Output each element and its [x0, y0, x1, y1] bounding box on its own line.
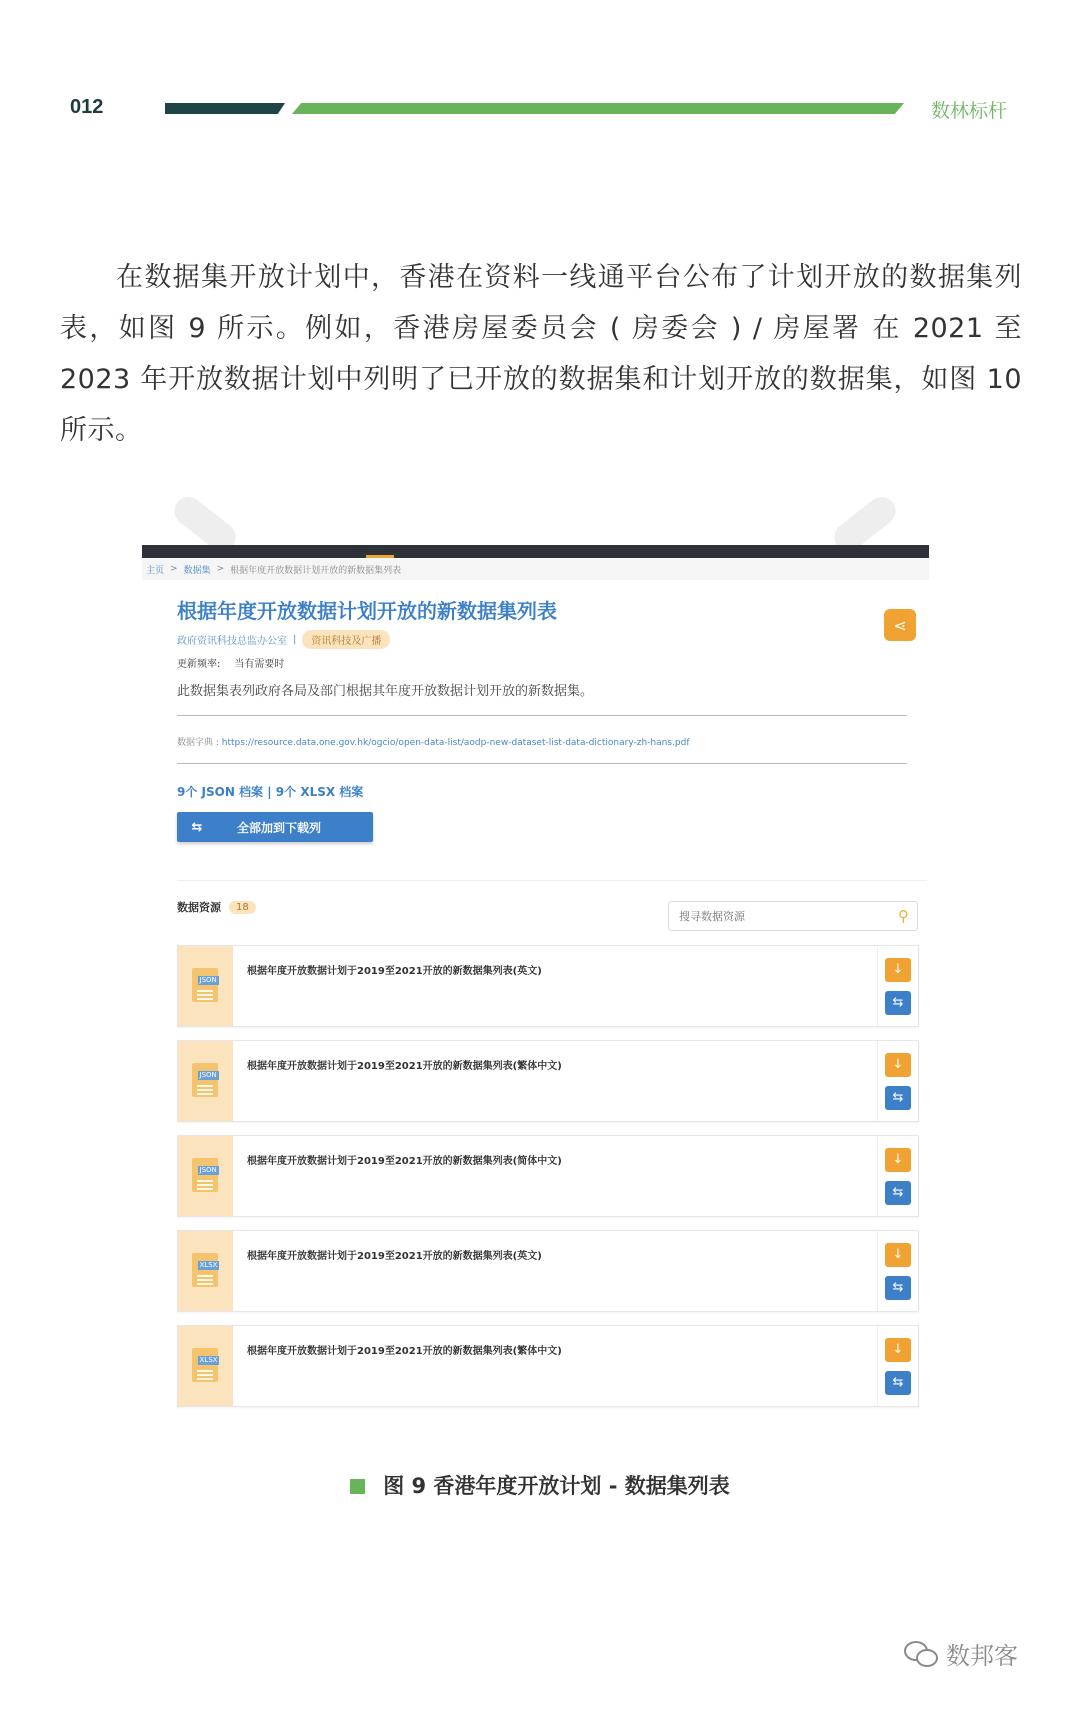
breadcrumb-home[interactable]: 主页 [146, 565, 165, 576]
resource-name[interactable]: 根据年度开放数据计划于2019至2021开放的新数据集列表(英文) [247, 966, 542, 977]
resource-card[interactable] [177, 1325, 919, 1407]
add-to-list-button[interactable] [885, 991, 911, 1015]
caption-marker [350, 1479, 365, 1494]
resource-name[interactable]: 根据年度开放数据计划于2019至2021开放的新数据集列表(繁体中文) [247, 1061, 562, 1072]
resource-actions [877, 946, 918, 1026]
file-thumb [178, 946, 233, 1026]
file-thumb [178, 1136, 233, 1216]
active-tab-marker [366, 555, 394, 558]
download-icon: ↓ [892, 1057, 904, 1072]
update-value: 当有需要时 [234, 659, 285, 670]
page-number: 012 [70, 96, 104, 118]
download-icon: ↓ [892, 1152, 904, 1167]
add-to-list-icon: ⇆ [892, 1185, 904, 1200]
divider [177, 880, 927, 881]
file-format-badge: XLSX [199, 1356, 218, 1364]
xlsx-file-icon [190, 1251, 222, 1291]
search-icon[interactable]: ⚲ [898, 907, 909, 925]
caption-text: 图 9 香港年度开放计划 - 数据集列表 [383, 1474, 730, 1498]
share-icon: ⋖ [893, 615, 907, 635]
resources-label: 数据资源 [177, 901, 221, 914]
breadcrumb-current: 根据年度开放数据计划开放的新数据集列表 [230, 565, 402, 576]
download-icon: ↓ [892, 1247, 904, 1262]
resource-list [177, 945, 919, 1420]
resource-name[interactable]: 根据年度开放数据计划于2019至2021开放的新数据集列表(简体中文) [247, 1156, 562, 1167]
file-format-badge: XLSX [199, 1261, 218, 1269]
watermark-text: 数邦客 [946, 1642, 1018, 1670]
download-button[interactable] [885, 1338, 911, 1362]
search-input[interactable] [677, 909, 861, 924]
site-top-bar [142, 545, 929, 558]
json-file-icon [190, 1061, 222, 1101]
resources-header [177, 899, 256, 915]
file-thumb [178, 1041, 233, 1121]
header-bar-dark [165, 103, 285, 114]
resource-actions [877, 1041, 918, 1121]
file-thumb [178, 1326, 233, 1406]
resource-search [668, 901, 918, 931]
resource-actions [877, 1326, 918, 1406]
resource-actions [877, 1231, 918, 1311]
add-all-button[interactable] [177, 812, 373, 842]
resource-actions [877, 1136, 918, 1216]
figure-caption [0, 1470, 1080, 1500]
add-to-list-button[interactable] [885, 1181, 911, 1205]
download-button[interactable] [885, 1053, 911, 1077]
file-format-badge: JSON [199, 976, 217, 984]
org-link[interactable]: 政府资讯科技总监办公室 [177, 636, 287, 647]
resource-name[interactable]: 根据年度开放数据计划于2019至2021开放的新数据集列表(繁体中文) [247, 1346, 562, 1357]
add-all-label: 全部加到下载列 [237, 820, 322, 835]
share-button[interactable] [884, 609, 916, 641]
breadcrumb-separator: > [216, 564, 225, 574]
add-to-list-button[interactable] [885, 1086, 911, 1110]
download-icon: ↓ [892, 962, 904, 977]
download-icon: ↓ [892, 1342, 904, 1357]
file-format-badge: JSON [199, 1166, 217, 1174]
dictionary-link[interactable]: https://resource.data.one.gov.hk/ogcio/open-data-list/aodp-new-dataset-list-data-dictionary-zh-hans.pdf [221, 738, 690, 748]
add-to-list-icon: ⇆ [892, 995, 904, 1010]
add-to-list-icon: ⇆ [892, 1375, 904, 1390]
header-bar-green [292, 103, 904, 114]
dictionary-label: 数据字典 : [177, 738, 219, 748]
wechat-icon [904, 1641, 938, 1667]
breadcrumb-separator: > [170, 564, 178, 574]
json-file-icon [190, 1156, 222, 1196]
download-list-icon: ⇆ [191, 819, 203, 835]
resource-card[interactable] [177, 1230, 919, 1312]
file-format-badge: JSON [199, 1071, 217, 1079]
update-frequency [177, 655, 284, 670]
json-file-icon [190, 966, 222, 1006]
download-button[interactable] [885, 958, 911, 982]
divider [177, 763, 907, 764]
resources-count-badge: 18 [229, 901, 256, 914]
category-tag[interactable]: 资讯科技及广播 [302, 630, 390, 649]
breadcrumb-datasets[interactable]: 数据集 [183, 565, 211, 576]
add-to-list-icon: ⇆ [892, 1090, 904, 1105]
breadcrumb [142, 558, 929, 580]
screenshot-figure [142, 545, 929, 1425]
update-label: 更新频率: [177, 659, 221, 670]
resource-card[interactable] [177, 1135, 919, 1217]
download-button[interactable] [885, 1148, 911, 1172]
resource-card[interactable] [177, 945, 919, 1027]
download-button[interactable] [885, 1243, 911, 1267]
org-separator: | [293, 634, 297, 645]
dataset-title: 根据年度开放数据计划开放的新数据集列表 [177, 599, 557, 623]
dataset-description: 此数据集表列政府各局及部门根据其年度开放数据计划开放的新数据集。 [177, 684, 594, 699]
resource-name[interactable]: 根据年度开放数据计划于2019至2021开放的新数据集列表(英文) [247, 1251, 542, 1262]
body-paragraph: 在数据集开放计划中，香港在资料一线通平台公布了计划开放的数据集列表，如图 9 所示。例如，香港房屋委员会 ( 房委会 ) / 房屋署 在 2021 至 2023 年开放数据计划中列明了已开放的数据集和计划开放的数据集，如图 10 所示。 [60, 262, 1022, 446]
add-to-list-button[interactable] [885, 1371, 911, 1395]
data-dictionary [177, 735, 690, 748]
resource-card[interactable] [177, 1040, 919, 1122]
file-thumb [178, 1231, 233, 1311]
brand-label: 数林标杆 [930, 100, 1007, 122]
divider [177, 715, 907, 716]
add-to-list-button[interactable] [885, 1276, 911, 1300]
files-summary: 9个 JSON 档案 | 9个 XLSX 档案 [177, 785, 364, 799]
watermark [904, 1636, 1018, 1671]
org-row [177, 630, 390, 649]
add-to-list-icon: ⇆ [892, 1280, 904, 1295]
xlsx-file-icon [190, 1346, 222, 1386]
